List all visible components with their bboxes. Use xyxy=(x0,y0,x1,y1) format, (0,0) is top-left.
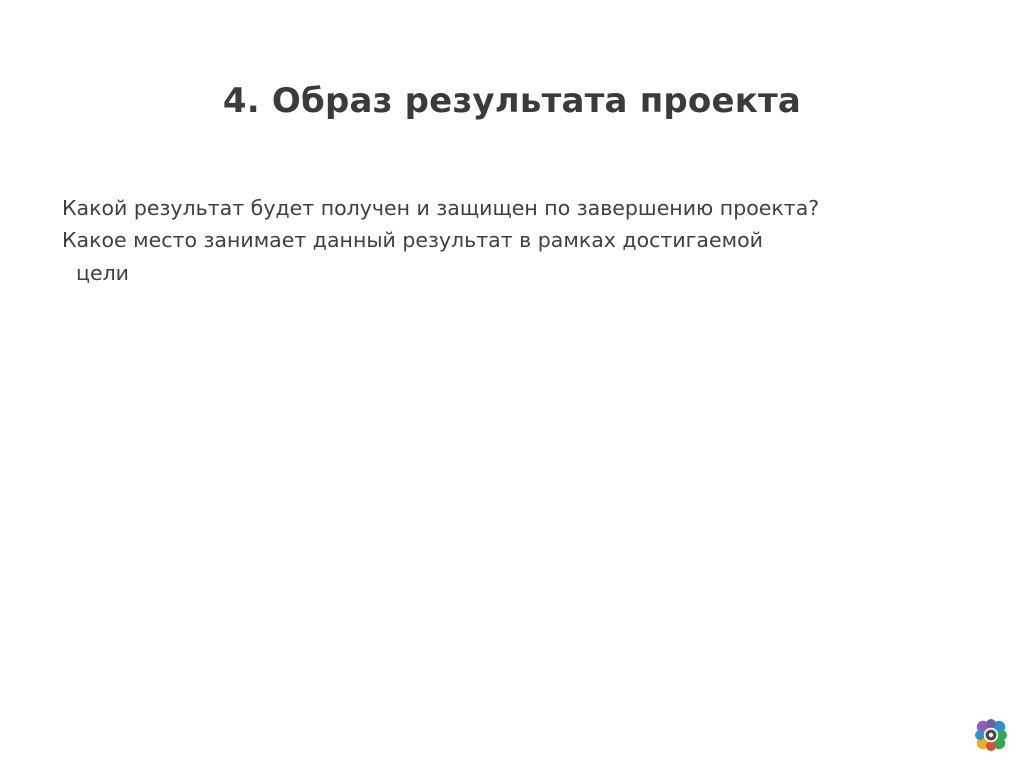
slide-body-text xyxy=(62,192,982,289)
page-title: 4. Образ результата проекта xyxy=(222,80,802,121)
body-line-2: Какое место занимает данный результат в рамках достигаемой xyxy=(62,228,763,253)
body-line-3: цели xyxy=(76,260,129,285)
flower-logo-icon xyxy=(974,718,1008,752)
body-line-1: Какой результат будет получен и защищен по завершению проекта? xyxy=(62,196,820,220)
